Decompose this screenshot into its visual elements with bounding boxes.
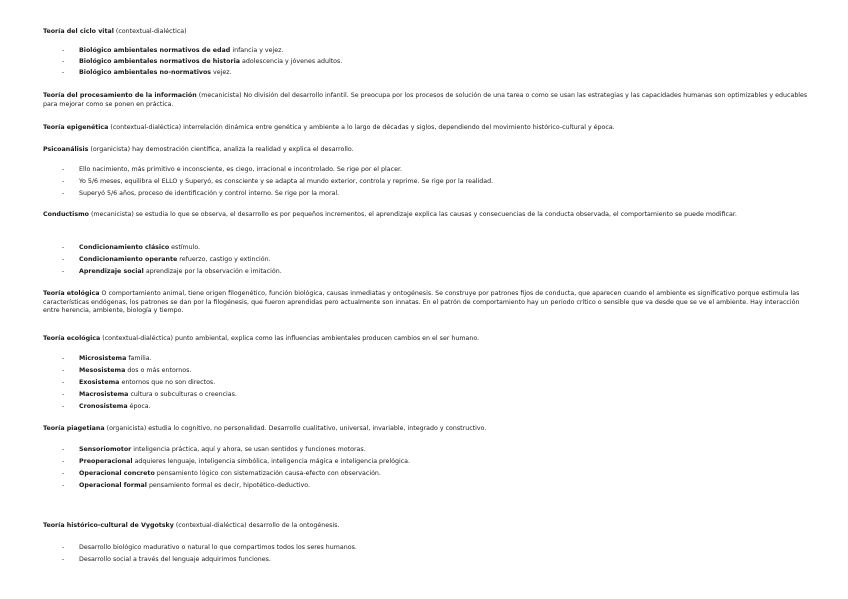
paragraph-conductismo	[43, 211, 813, 220]
bullet-dash: -	[62, 470, 65, 477]
item-text: entornos que no son directos.	[119, 379, 216, 386]
item-term: Biológico ambientales no-normativos	[79, 69, 212, 76]
item-text: Yo 5/6 meses, equilibra el ELLO y Superyó, es consciente y se adapta al mundo exterior, controla y reprime. Se rige por la realidad.	[79, 178, 494, 185]
list-item	[62, 244, 802, 253]
list-item	[62, 69, 802, 78]
item-text: pensamiento formal es decir, hipotético-deductivo.	[146, 482, 310, 489]
list-item	[62, 403, 802, 412]
list-item	[62, 482, 802, 491]
text-ciclo-vital: (contextual-dialéctica)	[113, 28, 187, 35]
heading-vygotsky: Teoría histórico-cultural de Vygotsky	[43, 522, 174, 529]
item-text: adolescencia y jóvenes adultos.	[240, 58, 343, 65]
bullet-dash: -	[62, 379, 65, 386]
heading-procesamiento: Teoría del procesamiento de la información	[43, 92, 197, 99]
item-term: Preoperacional	[79, 458, 133, 465]
paragraph-vygotsky	[43, 522, 813, 531]
paragraph-ecologica	[43, 335, 813, 344]
list-item	[62, 446, 802, 455]
bullet-dash: -	[62, 367, 65, 374]
heading-epigenetica: Teoría epigenética	[43, 124, 109, 131]
bullet-dash: -	[62, 544, 65, 551]
item-text: familia.	[126, 355, 152, 362]
item-term: Biológico ambientales normativos de historia	[79, 58, 241, 65]
heading-piagetiana: Teoría piagetiana	[43, 425, 105, 432]
list-item	[62, 458, 802, 467]
heading-etologica: Teoría etológica	[43, 290, 100, 297]
paragraph-psicoanalisis	[43, 146, 813, 155]
bullet-dash: -	[62, 482, 65, 489]
bullet-dash: -	[62, 446, 65, 453]
text-conductismo: (mecanicista) se estudia lo que se observa, el desarrollo es por pequeños incrementos, el aprendizaje explica las causas y consecuencias de la conducta observada, el comportamiento se puede modificar.	[88, 211, 737, 218]
bullet-dash: -	[62, 178, 65, 185]
bullet-dash: -	[62, 391, 65, 398]
list-item	[62, 47, 802, 56]
item-text: Ello nacimiento, más primitivo e inconsciente, es ciego, irracional e incontrolado. Se rige por el placer.	[79, 166, 402, 173]
bullet-dash: -	[62, 355, 65, 362]
list-item	[62, 178, 802, 187]
list-item	[62, 367, 802, 376]
item-text: aprendizaje por la observación e imitación.	[143, 268, 282, 275]
list-item	[62, 355, 802, 364]
bullet-dash: -	[62, 244, 65, 251]
paragraph-ciclo-vital	[43, 28, 813, 37]
item-term: Aprendizaje social	[79, 268, 144, 275]
item-text: dos o más entornos.	[125, 367, 192, 374]
item-text: época.	[127, 403, 151, 410]
item-term: Condicionamiento clásico	[79, 244, 170, 251]
item-text: adquieres lenguaje, inteligencia simbólica, inteligencia mágica e inteligencia prelógica.	[132, 458, 411, 465]
item-text: Desarrollo biológico madurativo o natural lo que compartimos todos los seres humanos.	[79, 544, 357, 551]
item-text: infancia y vejez.	[230, 47, 284, 54]
bullet-dash: -	[62, 403, 65, 410]
text-ecologica: (contextual-dialéctica) punto ambiental, explica como las influencias ambientales producen cambios en el ser humano.	[100, 335, 480, 342]
paragraph-etologica	[43, 290, 813, 316]
item-term: Microsistema	[79, 355, 127, 362]
list-item	[62, 391, 802, 400]
list-item	[62, 256, 802, 265]
text-etologica: O comportamiento animal, tiene origen filogenético, función biológica, causas inmediatas y ontogénesis. Se construye por patrones fijos de conducta, que aparecen cuando el ambiente es significativo porque estimula las características endógenas, los patrones se dan por la filogénesis, que fueron aprendidas pero actualmente son innatas. En el patrón de comportamiento hay un periodo crítico o sensible que va desde que se ve el ambiente. Hay interacción entre herencia, ambiente, biología y tiempo.	[43, 290, 800, 315]
paragraph-epigenetica	[43, 124, 813, 133]
list-item	[62, 470, 802, 479]
list-item	[62, 379, 802, 388]
bullet-dash: -	[62, 458, 65, 465]
bullet-dash: -	[62, 190, 65, 197]
item-text: inteligencia práctica, aquí y ahora, se usan sentidos y funciones motoras.	[131, 446, 366, 453]
text-piagetiana: (organicista) estudia lo cognitivo, no personalidad. Desarrollo cualitativo, universal, invariable, integrado y constructivo.	[104, 425, 487, 432]
text-procesamiento: (mecanicista) No división del desarrollo infantil. Se preocupa por los procesos de solución de una tarea o como se usan las estrategias y las capacidades humanas son optimizables y educables para mejorar como se ponen en práctica.	[43, 92, 808, 108]
list-item	[62, 268, 802, 277]
list-item	[62, 190, 802, 199]
list-item	[62, 556, 802, 565]
item-text: vejez.	[211, 69, 232, 76]
heading-conductismo: Conductismo	[43, 211, 89, 218]
item-term: Operacional concreto	[79, 470, 155, 477]
item-term: Sensoriomotor	[79, 446, 132, 453]
item-term: Cronosistema	[79, 403, 128, 410]
bullet-dash: -	[62, 47, 65, 54]
item-text: cultura o subculturas o creencias.	[128, 391, 237, 398]
text-epigenetica: (contextual-dialéctica) interrelación dinámica entre genética y ambiente a lo largo de décadas y siglos, dependiendo del movimiento histórico-cultural y época.	[108, 124, 615, 131]
list-item	[62, 58, 802, 67]
item-term: Mesosistema	[79, 367, 126, 374]
item-term: Biológico ambientales normativos de edad	[79, 47, 231, 54]
list-item	[62, 544, 802, 553]
list-item	[62, 166, 802, 175]
bullet-dash: -	[62, 556, 65, 563]
bullet-dash: -	[62, 268, 65, 275]
item-term: Exosistema	[79, 379, 120, 386]
paragraph-procesamiento	[43, 92, 813, 109]
item-text: refuerzo, castigo y extinción.	[177, 256, 271, 263]
bullet-dash: -	[62, 166, 65, 173]
bullet-dash: -	[62, 256, 65, 263]
item-term: Macrosistema	[79, 391, 129, 398]
item-text: Desarrollo social a través del lenguaje adquirimos funciones.	[79, 556, 271, 563]
text-psicoanalisis: (organicista) hay demostración científica, analiza la realidad y explica el desarrollo.	[88, 146, 354, 153]
heading-psicoanalisis: Psicoanálisis	[43, 146, 89, 153]
heading-ecologica: Teoría ecológica	[43, 335, 101, 342]
item-term: Condicionamiento operante	[79, 256, 178, 263]
text-vygotsky: (contextual-dialéctica) desarrollo de la ontogénesis.	[173, 522, 340, 529]
item-text: estímulo.	[169, 244, 201, 251]
item-term: Operacional formal	[79, 482, 147, 489]
item-text: pensamiento lógico con sistematización causa-efecto con observación.	[154, 470, 381, 477]
bullet-dash: -	[62, 58, 65, 65]
item-text: Superyó 5/6 años, proceso de identificación y control interno. Se rige por la moral.	[79, 190, 340, 197]
heading-ciclo-vital: Teoría del ciclo vital	[43, 28, 114, 35]
paragraph-piagetiana	[43, 425, 813, 434]
bullet-dash: -	[62, 69, 65, 76]
